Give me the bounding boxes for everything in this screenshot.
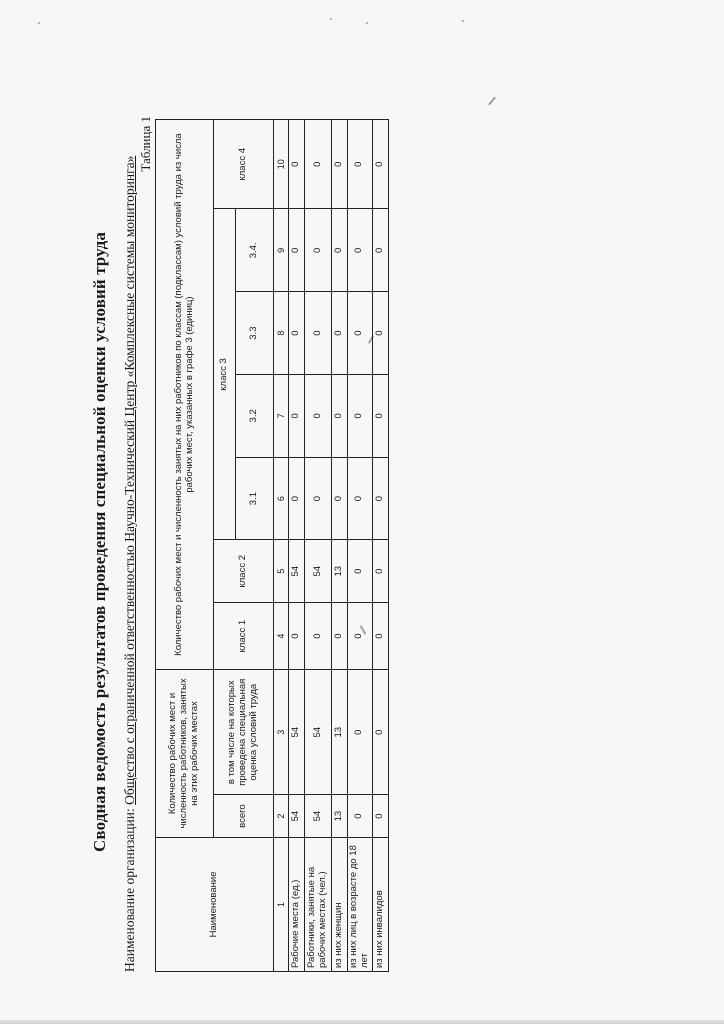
table-cell: 54 xyxy=(305,670,332,795)
table-cell: 0 xyxy=(332,374,348,457)
table-cell: 54 xyxy=(289,795,305,837)
row-label: Работники, занятые на рабочих местах (чел.) xyxy=(305,837,332,971)
header-class-4: класс 4 xyxy=(214,120,274,210)
table-cell: 0 xyxy=(305,120,332,210)
row-label: из них лиц в возрасте до 18 лет xyxy=(348,837,373,971)
table-cell: 0 xyxy=(348,292,373,375)
table-cell: 0 xyxy=(289,457,305,540)
row-label: Рабочие места (ед.) xyxy=(289,837,305,971)
table-cell: 0 xyxy=(348,603,373,670)
page-title: Сводная ведомость результатов проведения специальной оценки условий труда xyxy=(90,232,109,852)
table-cell: 0 xyxy=(289,292,305,375)
scan-bottom-edge xyxy=(0,1020,724,1024)
table-cell: 0 xyxy=(289,603,305,670)
rotated-document xyxy=(0,12,724,1012)
table-cell: 0 xyxy=(348,457,373,540)
header-name: Наименование xyxy=(156,837,274,971)
table-cell: 0 xyxy=(305,292,332,375)
table-row xyxy=(348,120,373,972)
table-cell: 0 xyxy=(348,374,373,457)
table-cell: 0 xyxy=(332,603,348,670)
table-cell: 0 xyxy=(305,374,332,457)
table-cell: 0 xyxy=(305,457,332,540)
column-number-row xyxy=(274,120,289,972)
table-row xyxy=(305,120,332,972)
table-cell: 13 xyxy=(332,795,348,837)
header-subclass-3-1: 3.1 xyxy=(236,457,274,540)
organization-label: Наименование организации: xyxy=(122,808,137,972)
header-classes-group: Количество рабочих мест и численность занятых на них работников по классам (подклассам) условий труда из числа рабочих мест, указанных в графе 3 (единиц) xyxy=(156,120,214,670)
table-cell: 0 xyxy=(372,292,388,375)
table-row xyxy=(289,120,305,972)
table-cell: 54 xyxy=(305,795,332,837)
table-cell: 0 xyxy=(305,603,332,670)
table-number: Таблица 1 xyxy=(138,116,153,172)
header-total: всего xyxy=(214,795,274,837)
column-number: 10 xyxy=(274,120,289,210)
table-cell: 0 xyxy=(372,670,388,795)
table-cell: 0 xyxy=(332,120,348,210)
table-cell: 0 xyxy=(289,374,305,457)
table-cell: 0 xyxy=(348,670,373,795)
table-cell: 0 xyxy=(289,209,305,292)
table-cell: 0 xyxy=(305,209,332,292)
column-number: 7 xyxy=(274,374,289,457)
table-cell: 0 xyxy=(372,540,388,603)
table-cell: 0 xyxy=(372,795,388,837)
column-number: 4 xyxy=(274,603,289,670)
table-cell: 0 xyxy=(348,540,373,603)
table-cell: 0 xyxy=(332,292,348,375)
table-cell: 0 xyxy=(372,120,388,210)
column-number: 9 xyxy=(274,209,289,292)
table-cell: 0 xyxy=(348,795,373,837)
column-number: 2 xyxy=(274,795,289,837)
column-number: 1 xyxy=(274,837,289,971)
results-table xyxy=(155,119,389,972)
table-cell: 0 xyxy=(332,457,348,540)
table-cell: 54 xyxy=(305,540,332,603)
column-number: 5 xyxy=(274,540,289,603)
header-class-2: класс 2 xyxy=(214,540,274,603)
column-number: 6 xyxy=(274,457,289,540)
table-cell: 0 xyxy=(332,209,348,292)
table-cell: 0 xyxy=(372,603,388,670)
table-cell: 0 xyxy=(348,120,373,210)
table-row xyxy=(332,120,348,972)
header-class-1: класс 1 xyxy=(214,603,274,670)
table-cell: 0 xyxy=(372,457,388,540)
table-cell: 54 xyxy=(289,540,305,603)
table-cell: 13 xyxy=(332,540,348,603)
header-assessed: в том числе на которых проведена специальная оценка условий труда xyxy=(214,670,274,795)
table-cell: 0 xyxy=(348,209,373,292)
table-row xyxy=(372,120,388,972)
header-subclass-3-4: 3.4. xyxy=(236,209,274,292)
table-cell: 0 xyxy=(372,374,388,457)
table-cell: 0 xyxy=(372,209,388,292)
organization-name: Общество с ограниченной ответственностью Научно-Технический Центр «Комплексные системы мониторинга» xyxy=(122,155,137,805)
table-cell: 13 xyxy=(332,670,348,795)
column-number: 8 xyxy=(274,292,289,375)
table-cell: 0 xyxy=(289,120,305,210)
table-cell: 54 xyxy=(289,670,305,795)
header-class-3: класс 3 xyxy=(214,209,236,540)
header-subclass-3-2: 3.2 xyxy=(236,374,274,457)
row-label: из них инвалидов xyxy=(372,837,388,971)
row-label: из них женщин xyxy=(332,837,348,971)
column-number: 3 xyxy=(274,670,289,795)
header-workplaces-group: Количество рабочих мест и численность работников, занятых на этих рабочих местах xyxy=(156,670,214,838)
organization-line xyxy=(122,156,138,972)
header-subclass-3-3: 3.3 xyxy=(236,292,274,375)
